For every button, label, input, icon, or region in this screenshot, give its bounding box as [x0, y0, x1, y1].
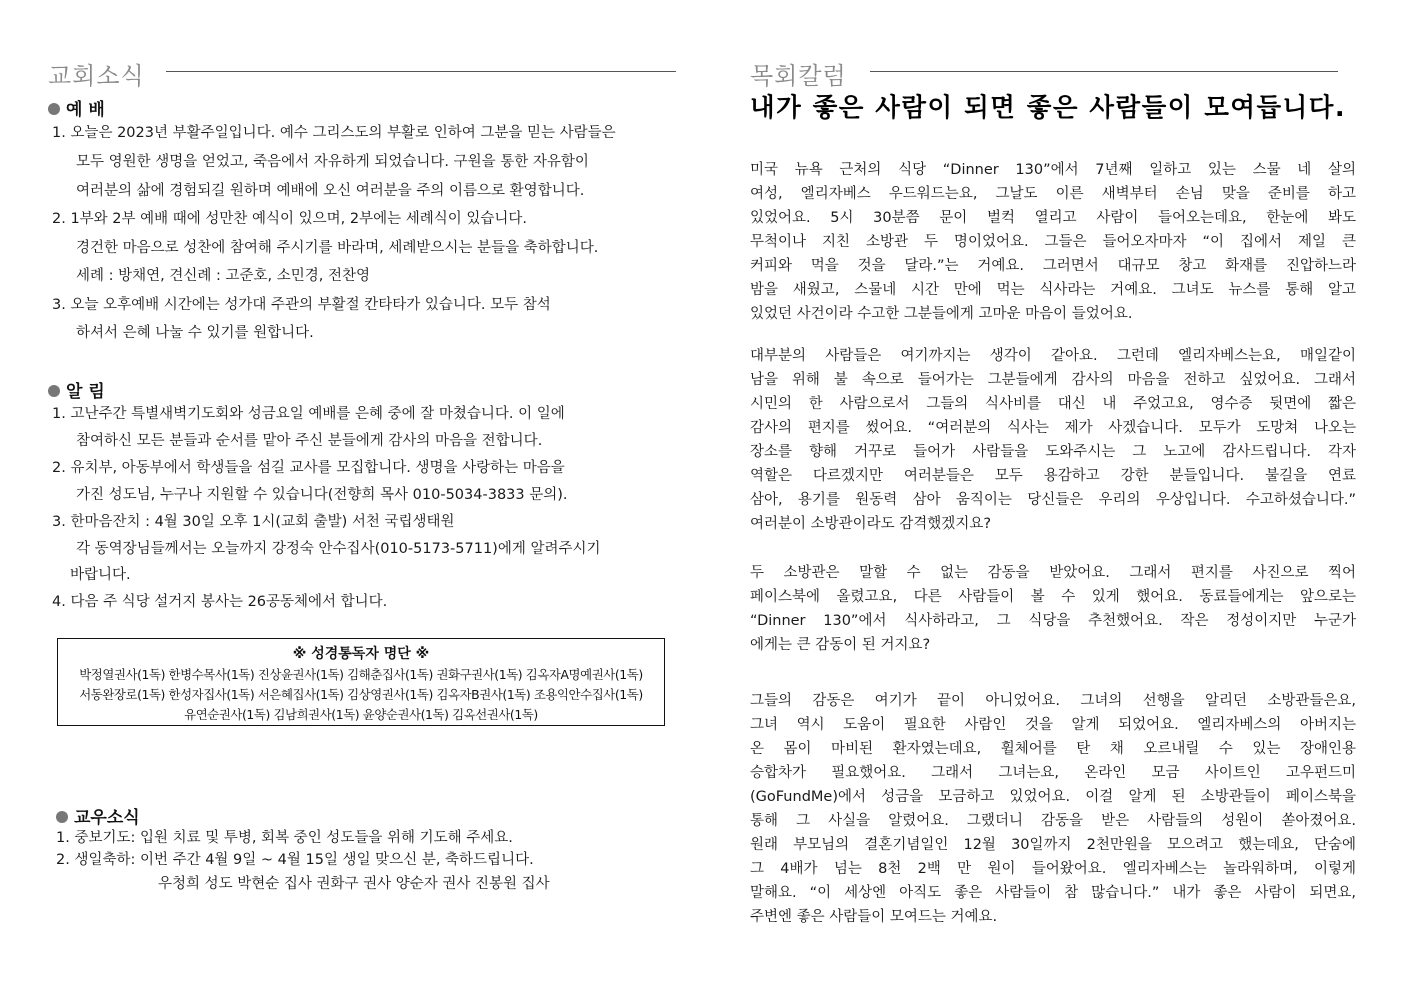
worship-line-7: 3. 오늘 오후예배 시간에는 성가대 주관의 부활절 칸타타가 있습니다. 모두 참석: [52, 297, 551, 313]
worship-line-5: 경건한 마음으로 성찬에 참여해 주시기를 바라며, 세례받으시는 분들을 축하합니다.: [76, 240, 599, 256]
header-rule: [870, 71, 1338, 72]
bible-reader-row-3: 유연순권사(1독) 김남희권사(1독) 윤양순권사(1독) 김옥선권사(1독): [184, 707, 538, 722]
members-heading-text: 교우소식: [74, 808, 140, 828]
paragraph-line: (GoFundMe)에서 성금을 모금하고 있었어요. 이걸 알게 된 소방관들이 페이스북을: [750, 789, 1356, 805]
paragraph-line: 장소를 향해 거꾸로 들어가 사람들을 도와주시는 그 노고에 감사드립니다. 각자: [750, 444, 1356, 460]
bible-reader-row-2: 서동완장로(1독) 한성자집사(1독) 서은혜집사(1독) 김상영권사(1독) 김옥자B권사(1독) 조용익안수집사(1독): [79, 687, 643, 702]
paragraph-line: 역할은 다르겠지만 여러분들은 모두 용감하고 강한 분들입니다. 불길을 연료: [750, 468, 1356, 484]
notice-heading-text: 알 림: [66, 382, 105, 402]
paragraph-line: 그들의 감동은 여기가 끝이 아니었어요. 그녀의 선행을 알리던 소방관들은요,: [750, 693, 1356, 709]
paragraph-line: 남을 위해 불 속으로 들어가는 그분들에게 감사의 마음을 전하고 싶었어요. 그래서: [750, 372, 1356, 388]
section-title-pastor-column: 목회칼럼: [750, 56, 853, 91]
bullet-dot-icon: [48, 385, 60, 397]
paragraph-line: “Dinner 130”에서 식사하라고, 그 식당을 추천했어요. 작은 정성이지만 누군가: [750, 613, 1356, 629]
paragraph-line: 커피와 먹을 것을 달라.”는 거예요. 그러면서 대규모 창고 화재를 진압하느라: [750, 258, 1356, 274]
worship-heading-text: 예 배: [66, 100, 105, 120]
paragraph-line: 밤을 새웠고, 스물네 시간 만에 먹는 식사라는 거예요. 그녀도 뉴스를 통해 알고: [750, 282, 1356, 298]
notice-line-2: 참여하신 모든 분들과 순서를 맡아 주신 분들에게 감사의 마음을 전합니다.: [76, 433, 543, 449]
worship-line-8: 하셔서 은혜 나눌 수 있기를 원합니다.: [76, 325, 314, 341]
paragraph-line: 말해요. “이 세상엔 아직도 좋은 사람들이 참 많습니다.” 내가 좋은 사람이 되면요,: [750, 885, 1356, 901]
paragraph-line: 온 몸이 마비된 환자였는데요, 휠체어를 탄 채 오르내릴 수 있는 장애인용: [750, 741, 1356, 757]
members-line-3: 우청희 성도 박현순 집사 권화구 권사 양순자 권사 진봉원 집사: [158, 876, 550, 892]
paragraph-line: 통해 그 사실을 알렸어요. 그랬더니 감동을 받은 사람들의 성원이 쏟아졌어요.: [750, 813, 1356, 829]
header-rule: [166, 71, 676, 72]
worship-line-4: 2. 1부와 2부 예배 때에 성만찬 예식이 있으며, 2부에는 세례식이 있습니다.: [52, 211, 528, 227]
paragraph-line: 두 소방관은 말할 수 없는 감동을 받았어요. 그래서 편지를 사진으로 찍어: [750, 565, 1356, 581]
paragraph-line: 시민의 한 사람으로서 그들의 식사비를 대신 내 주었고요, 영수증 뒷면에 짧은: [750, 396, 1356, 412]
notice-line-3: 2. 유치부, 아동부에서 학생들을 섬길 교사를 모집합니다. 생명을 사랑하는 마음을: [52, 460, 565, 476]
paragraph-line: 무척이나 지친 소방관 두 명이었어요. 그들은 들어오자마자 “이 집에서 제일 큰: [750, 234, 1356, 250]
section-title-church-news: 교회소식: [48, 56, 151, 91]
bible-reader-box: [57, 638, 665, 726]
notice-line-6: 각 동역장님들께서는 오늘까지 강정숙 안수집사(010-5173-5711)에게 알려주시기: [76, 541, 601, 557]
paragraph-line: 페이스북에 올렸고요, 다른 사람들이 볼 수 있게 했어요. 동료들에게는 앞으로는: [750, 589, 1356, 605]
paragraph-line: 그 4배가 넘는 8천 2백 만 원이 들어왔어요. 엘리자베스는 놀라워하며, 이렇게: [750, 861, 1356, 877]
paragraph-line: 감사의 편지를 썼어요. “여러분의 식사는 제가 사겠습니다. 모두가 도망쳐 나오는: [750, 420, 1356, 436]
notice-line-4: 가진 성도님, 누구나 지원할 수 있습니다(전향희 목사 010-5034-3833 문의).: [76, 487, 568, 503]
notice-line-5: 3. 한마음잔치 : 4월 30일 오후 1시(교회 출발) 서천 국립생태원: [52, 514, 455, 530]
column-paragraph-2: [750, 344, 1356, 536]
bullet-dot-icon: [56, 811, 68, 823]
paragraph-line: 대부분의 사람들은 여기까지는 생각이 같아요. 그런데 엘리자베스는요, 매일같이: [750, 348, 1356, 364]
worship-heading: [48, 95, 105, 120]
church-news-header: [48, 56, 676, 90]
paragraph-line: 있었던 사건이라 수고한 그분들에게 고마운 마음이 들었어요.: [750, 306, 1133, 322]
notice-line-8: 4. 다음 주 식당 설거지 봉사는 26공동체에서 합니다.: [52, 594, 388, 610]
notice-heading: [48, 377, 105, 402]
paragraph-line: 주변엔 좋은 사람들이 모여드는 거예요.: [750, 909, 998, 925]
worship-line-2: 모두 영원한 생명을 얻었고, 죽음에서 자유하게 되었습니다. 구원을 통한 자유함이: [76, 154, 589, 170]
paragraph-line: 여러분이 소방관이라도 감격했겠지요?: [750, 516, 992, 532]
paragraph-line: 있었어요. 5시 30분쯤 문이 벌컥 열리고 사람이 들어오는데요, 한눈에 봐도: [750, 210, 1356, 226]
notice-line-7: 바랍니다.: [70, 567, 131, 583]
column-paragraph-3: [750, 561, 1356, 657]
members-line-1: 1. 중보기도: 입원 치료 및 투병, 회복 중인 성도들을 위해 기도해 주세요.: [56, 830, 513, 846]
paragraph-line: 삼아, 용기를 원동력 삼아 움직이는 당신들은 우리의 우상입니다. 수고하셨습니다.”: [750, 492, 1356, 508]
bible-reader-row-1: 박정열권사(1독) 한병수목사(1독) 진상윤권사(1독) 김해춘집사(1독) 권화구권사(1독) 김옥자A명예권사(1독): [79, 667, 643, 682]
column-paragraph-4: [750, 689, 1356, 929]
worship-line-1: 1. 오늘은 2023년 부활주일입니다. 예수 그리스도의 부활로 인하여 그분을 믿는 사람들은: [52, 125, 616, 141]
worship-line-6: 세례 : 방채연, 견신례 : 고준호, 소민경, 전찬영: [76, 268, 370, 284]
bullet-dot-icon: [48, 103, 60, 115]
worship-line-3: 여러분의 삶에 경험되길 원하며 예배에 오신 여러분을 주의 이름으로 환영합니다.: [76, 183, 585, 199]
members-line-2: 2. 생일축하: 이번 주간 4월 9일 ~ 4월 15일 생일 맞으신 분, 축하드립니다.: [56, 852, 534, 868]
column-title: 내가 좋은 사람이 되면 좋은 사람들이 모여듭니다.: [750, 93, 1347, 123]
notice-line-1: 1. 고난주간 특별새벽기도회와 성금요일 예배를 은혜 중에 잘 마쳤습니다. 이 일에: [52, 406, 565, 422]
paragraph-line: 미국 뉴욕 근처의 식당 “Dinner 130”에서 7년째 일하고 있는 스물 네 살의: [750, 162, 1356, 178]
column-paragraph-1: [750, 158, 1356, 326]
paragraph-line: 승합차가 필요했어요. 그래서 그녀는요, 온라인 모금 사이트인 고우펀드미: [750, 765, 1356, 781]
members-heading: [56, 803, 140, 828]
pastor-column-header: [750, 56, 1356, 90]
paragraph-line: 여성, 엘리자베스 우드워드는요, 그날도 이른 새벽부터 손님 맞을 준비를 하고: [750, 186, 1356, 202]
paragraph-line: 에게는 큰 감동이 된 거지요?: [750, 637, 931, 653]
paragraph-line: 원래 부모님의 결혼기념일인 12월 30일까지 2천만원을 모으려고 했는데요, 단숨에: [750, 837, 1356, 853]
bible-reader-title: ※ 성경통독자 명단 ※: [292, 646, 430, 662]
paragraph-line: 그녀 역시 도움이 필요한 사람인 것을 알게 되었어요. 엘리자베스의 아버지는: [750, 717, 1356, 733]
